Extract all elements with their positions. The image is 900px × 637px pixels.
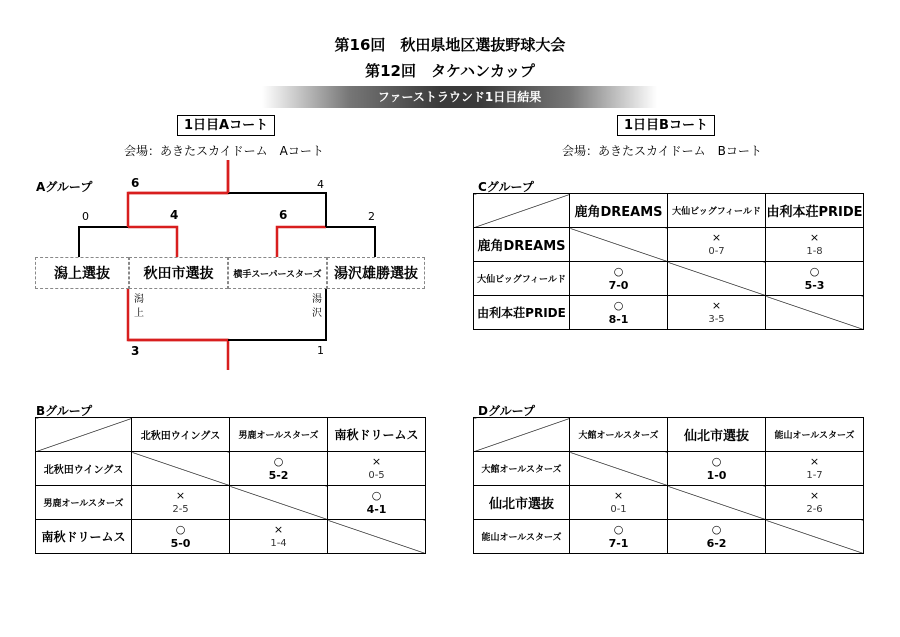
result-cell: × 3-5: [668, 296, 766, 330]
score-yuzawa-semi: 2: [368, 210, 375, 223]
result-cell: ○ 5-0: [132, 520, 230, 554]
result-cell: × 1-7: [766, 452, 864, 486]
court-b-label: 1日目Bコート: [617, 115, 715, 136]
row-header: 大館オールスターズ: [474, 452, 570, 486]
self-cell: [570, 228, 668, 262]
result-cell: × 0-1: [570, 486, 668, 520]
col-header: 北秋田ウイングス: [132, 418, 230, 452]
third-left-label: 潟 上: [134, 294, 144, 319]
self-cell: [132, 452, 230, 486]
self-cell: [766, 296, 864, 330]
cup-title: 第12回 タケハンカップ: [365, 62, 535, 80]
result-cell: × 0-5: [328, 452, 426, 486]
score-third-left: 3: [131, 344, 140, 358]
row-header: 仙北市選抜: [474, 486, 570, 520]
bracket-line-final-right: [228, 193, 326, 227]
row-header: 男鹿オールスターズ: [36, 486, 132, 520]
result-cell: ○ 4-1: [328, 486, 426, 520]
group-a-label: Aグループ: [36, 180, 93, 194]
corner-cell: [36, 418, 132, 452]
col-header: 由利本荘PRIDE: [766, 194, 864, 228]
row-header: 北秋田ウイングス: [36, 452, 132, 486]
result-cell: ○ 1-0: [668, 452, 766, 486]
row-header: 鹿角DREAMS: [474, 228, 570, 262]
score-final-left: 6: [131, 176, 140, 190]
self-cell: [668, 262, 766, 296]
group-d-table: [473, 417, 864, 554]
group-d-label: Dグループ: [478, 404, 536, 418]
result-cell: ○ 8-1: [570, 296, 668, 330]
group-b-table: [35, 417, 426, 554]
row-header: 大仙ビッグフィールド: [474, 262, 570, 296]
result-cell: × 2-5: [132, 486, 230, 520]
col-header: 男鹿オールスターズ: [230, 418, 328, 452]
bracket-line-yuzawa: [326, 227, 375, 257]
bracket-line-kata: [79, 227, 128, 257]
court-a-venue: 会場：あきたスカイドーム Aコート: [124, 144, 324, 158]
col-header: 仙北市選抜: [668, 418, 766, 452]
self-cell: [570, 452, 668, 486]
col-header: 鹿角DREAMS: [570, 194, 668, 228]
row-header: 南秋ドリームス: [36, 520, 132, 554]
result-cell: × 1-4: [230, 520, 328, 554]
self-cell: [328, 520, 426, 554]
results-banner: ファーストラウンド1日目結果: [262, 86, 657, 108]
score-third-right: 1: [317, 344, 324, 357]
self-cell: [766, 520, 864, 554]
team-yuzawa: 湯沢雄勝選抜: [327, 257, 425, 289]
team-katagami: 潟上選抜: [35, 257, 129, 289]
col-header: 能山オールスターズ: [766, 418, 864, 452]
col-header: 大仙ビッグフィールド: [668, 194, 766, 228]
bracket-line-akitashi: [128, 227, 177, 257]
row-header: 能山オールスターズ: [474, 520, 570, 554]
score-final-right: 4: [317, 178, 324, 191]
corner-cell: [474, 194, 570, 228]
score-kata-semi: 0: [82, 210, 89, 223]
result-cell: ○ 7-0: [570, 262, 668, 296]
group-b-label: Bグループ: [36, 404, 93, 418]
self-cell: [230, 486, 328, 520]
row-header: 由利本荘PRIDE: [474, 296, 570, 330]
col-header: 南秋ドリームス: [328, 418, 426, 452]
corner-cell: [474, 418, 570, 452]
team-yokote: 横手スーパースターズ: [228, 257, 327, 289]
result-cell: × 2-6: [766, 486, 864, 520]
court-a-label: 1日目Aコート: [177, 115, 275, 136]
self-cell: [668, 486, 766, 520]
result-cell: ○ 7-1: [570, 520, 668, 554]
result-cell: ○ 5-2: [230, 452, 328, 486]
result-cell: ○ 6-2: [668, 520, 766, 554]
third-right-label: 湯 沢: [312, 294, 322, 319]
group-c-table: [473, 193, 864, 330]
tournament-title: 第16回 秋田県地区選抜野球大会: [334, 36, 566, 54]
score-yokote-semi: 6: [279, 208, 288, 222]
group-c-label: Cグループ: [478, 180, 534, 194]
bracket-line-yokote: [277, 227, 326, 257]
court-b-venue: 会場：あきたスカイドーム Bコート: [562, 144, 762, 158]
result-cell: ○ 5-3: [766, 262, 864, 296]
team-akitashi: 秋田市選抜: [129, 257, 228, 289]
result-cell: × 0-7: [668, 228, 766, 262]
col-header: 大館オールスターズ: [570, 418, 668, 452]
score-akitashi-semi: 4: [170, 208, 179, 222]
result-cell: × 1-8: [766, 228, 864, 262]
